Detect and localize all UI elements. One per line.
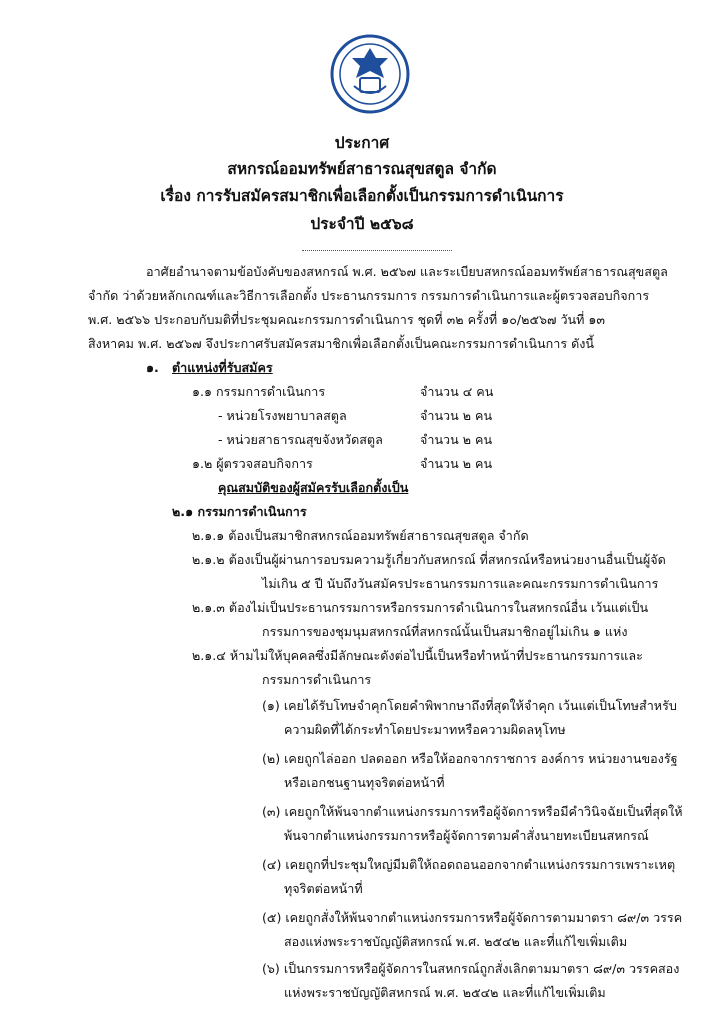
section-2-1-title: ๒.๑ กรรมการดำเนินการ: [172, 504, 307, 519]
disqualification-item: (๑) เคยได้รับโทษจำคุกโดยคำพิพากษาถึงที่สุดให้จำคุก เว้นแต่เป็นโทษสำหรับ: [262, 698, 677, 713]
qualification-item: ๒.๑.๔ ห้ามไม่ให้บุคคลซึ่งมีลักษณะดังต่อไปนี้เป็นหรือทำหน้าที่ประธานกรรมการและ: [192, 648, 643, 663]
position-amount: จำนวน ๒ คน: [420, 408, 493, 423]
intro-line: อาศัยอำนาจตามข้อบังคับของสหกรณ์ พ.ศ. ๒๕๖๗ และระเบียบสหกรณ์ออมทรัพย์สาธารณสุขสตูล: [146, 264, 668, 279]
disqualification-item-cont: สองแห่งพระราชบัญญัติสหกรณ์ พ.ศ. ๒๕๔๒ และที่แก้ไขเพิ่มเติม: [284, 934, 628, 949]
qualification-item-cont: กรรมการของชุมนุมสหกรณ์ที่สหกรณ์นั้นเป็นสมาชิกอยู่ไม่เกิน ๑ แห่ง: [262, 624, 628, 639]
position-amount: จำนวน ๒ คน: [420, 456, 493, 471]
subject-line: เรื่อง การรับสมัครสมาชิกเพื่อเลือกตั้งเป็นกรรมการดำเนินการ: [160, 187, 564, 205]
disqualification-item: (๔) เคยถูกที่ประชุมใหญ่มีมติให้ถอดถอนออกจากตำแหน่งกรรมการเพราะเหตุ: [262, 857, 676, 872]
year-line: ประจำปี ๒๕๖๘: [310, 215, 414, 233]
section-1-title: ตำแหน่งที่รับสมัคร: [172, 360, 273, 375]
position-amount: จำนวน ๔ คน: [420, 384, 494, 399]
intro-line: สิงหาคม พ.ศ. ๒๕๖๗ จึงประกาศรับสมัครสมาชิกเพื่อเลือกตั้งเป็นคณะกรรมการดำเนินการ ดังนี้: [88, 336, 595, 351]
qualification-item: ๒.๑.๑ ต้องเป็นสมาชิกสหกรณ์ออมทรัพย์สาธารณสุขสตูล จำกัด: [192, 528, 529, 543]
disqualification-item: (๖) เป็นกรรมการหรือผู้จัดการในสหกรณ์ถูกสั่งเลิกตามมาตรา ๘๙/๓ วรรคสอง: [262, 961, 680, 976]
org-name: สหกรณ์ออมทรัพย์สาธารณสุขสตูล จำกัด: [227, 160, 497, 178]
qualification-item: ๒.๑.๓ ต้องไม่เป็นประธานกรรมการหรือกรรมการดำเนินการในสหกรณ์อื่น เว้นแต่เป็น: [192, 600, 649, 615]
qualifications-title: คุณสมบัติของผู้สมัครรับเลือกตั้งเป็น: [218, 480, 409, 495]
cooperative-logo-icon: [330, 34, 410, 114]
section-1-number: ๑.: [146, 360, 159, 375]
position-label: - หน่วยโรงพยาบาลสตูล: [218, 408, 347, 423]
disqualification-item: (๕) เคยถูกสั่งให้พ้นจากตำแหน่งกรรมการหรือผู้จัดการตามมาตรา ๘๙/๓ วรรค: [262, 910, 683, 925]
disqualification-item-cont: แห่งพระราชบัญญัติสหกรณ์ พ.ศ. ๒๕๔๒ และที่แก้ไขเพิ่มเติม: [284, 985, 606, 1000]
qualification-item-cont: กรรมการดำเนินการ: [262, 672, 372, 687]
position-label: ๑.๑ กรรมการดำเนินการ: [192, 384, 326, 399]
disqualification-item-cont: พ้นจากตำแหน่งกรรมการหรือผู้จัดการตามคำสั่งนายทะเบียนสหกรณ์: [284, 828, 649, 843]
qualification-item: ๒.๑.๒ ต้องเป็นผู้ผ่านการอบรมความรู้เกี่ยวกับสหกรณ์ ที่สหกรณ์หรือหน่วยงานอื่นเป็นผู้จัด: [192, 552, 666, 567]
position-amount: จำนวน ๒ คน: [420, 432, 493, 447]
disqualification-item-cont: ทุจริตต่อหน้าที่: [284, 881, 363, 896]
intro-line: พ.ศ. ๒๕๖๖ ประกอบกับมติที่ประชุมคณะกรรมการดำเนินการ ชุดที่ ๓๒ ครั้งที่ ๑๐/๒๕๖๗ วันที่ ๑๓: [88, 312, 606, 327]
position-label: ๑.๒ ผู้ตรวจสอบกิจการ: [192, 456, 313, 471]
disqualification-item: (๓) เคยถูกให้พ้นจากตำแหน่งกรรมการหรือผู้จัดการหรือมีคำวินิจฉัยเป็นที่สุดให้: [262, 804, 683, 819]
disqualification-item-cont: หรือเอกชนฐานทุจริตต่อหน้าที่: [284, 775, 445, 790]
divider: [302, 250, 452, 251]
intro-line: จำกัด ว่าด้วยหลักเกณฑ์และวิธีการเลือกตั้ง ประธานกรรมการ กรรมการดำเนินการและผู้ตรวจสอบกิจการ: [88, 288, 650, 303]
position-label: - หน่วยสาธารณสุขจังหวัดสตูล: [218, 432, 383, 447]
disqualification-item-cont: ความผิดที่ได้กระทำโดยประมาทหรือความผิดลหุโทษ: [284, 722, 566, 737]
page-title: ประกาศ: [334, 134, 390, 152]
disqualification-item: (๒) เคยถูกไล่ออก ปลดออก หรือให้ออกจากราชการ องค์การ หน่วยงานของรัฐ: [262, 751, 678, 766]
qualification-item-cont: ไม่เกิน ๕ ปี นับถึงวันสมัครประธานกรรมการและคณะกรรมการดำเนินการ: [262, 576, 659, 591]
